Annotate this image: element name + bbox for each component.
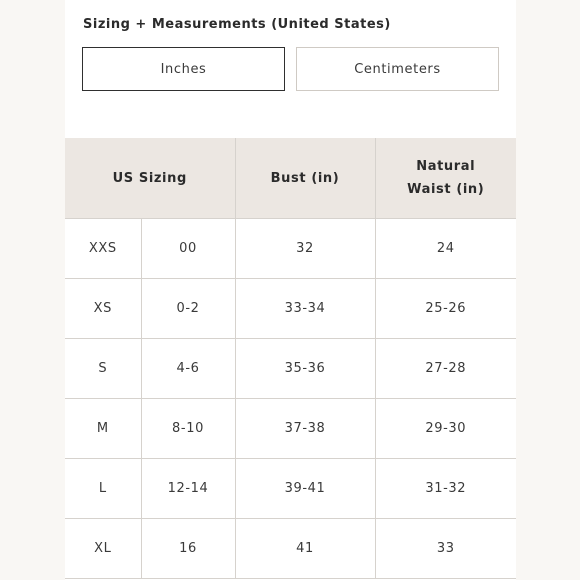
cell-size: M	[65, 399, 141, 459]
cell-number: 12-14	[141, 459, 235, 519]
table-row	[65, 459, 516, 519]
cell-size: XXS	[65, 219, 141, 279]
header-natural-waist	[375, 138, 516, 219]
cell-size: XS	[65, 279, 141, 339]
cell-number: 8-10	[141, 399, 235, 459]
size-chart-table	[65, 138, 516, 579]
table-row	[65, 219, 516, 279]
cell-number: 0-2	[141, 279, 235, 339]
cell-waist: 27-28	[375, 339, 516, 399]
cell-bust: 41	[235, 519, 375, 579]
header-waist-line2: Waist (in)	[407, 182, 485, 197]
header-bust: Bust (in)	[235, 138, 375, 219]
cell-size: XL	[65, 519, 141, 579]
table-row	[65, 519, 516, 579]
cell-bust: 39-41	[235, 459, 375, 519]
inches-label: Inches	[160, 61, 207, 77]
centimeters-label: Centimeters	[354, 61, 441, 77]
cell-bust: 33-34	[235, 279, 375, 339]
cell-bust: 37-38	[235, 399, 375, 459]
cell-waist: 31-32	[375, 459, 516, 519]
cell-number: 4-6	[141, 339, 235, 399]
centimeters-button[interactable]	[296, 47, 499, 91]
cell-number: 00	[141, 219, 235, 279]
cell-size: S	[65, 339, 141, 399]
cell-waist: 29-30	[375, 399, 516, 459]
cell-number: 16	[141, 519, 235, 579]
page-title: Sizing + Measurements (United States)	[83, 17, 391, 32]
cell-waist: 25-26	[375, 279, 516, 339]
table-row	[65, 399, 516, 459]
cell-waist: 24	[375, 219, 516, 279]
inches-button[interactable]	[82, 47, 285, 91]
cell-waist: 33	[375, 519, 516, 579]
cell-bust: 32	[235, 219, 375, 279]
header-us-sizing: US Sizing	[65, 138, 235, 219]
table-row	[65, 279, 516, 339]
table-row	[65, 339, 516, 399]
header-waist-line1: Natural	[416, 159, 476, 174]
table-header-row	[65, 138, 516, 219]
cell-size: L	[65, 459, 141, 519]
cell-bust: 35-36	[235, 339, 375, 399]
